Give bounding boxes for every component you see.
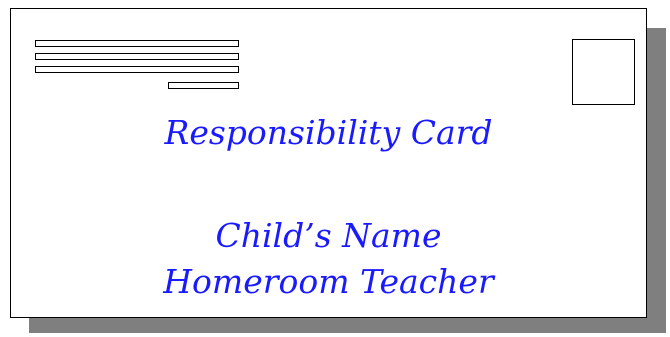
return-address-line [35, 40, 239, 47]
card-title: Responsibility Card [164, 113, 493, 152]
return-address-lines-icon [35, 40, 239, 96]
responsibility-card [10, 8, 647, 318]
return-address-line [35, 66, 239, 73]
return-address-line-short [168, 82, 239, 89]
child-name: Child’s Name [215, 216, 442, 255]
return-address-line [35, 53, 239, 60]
homeroom-teacher: Homeroom Teacher [163, 262, 494, 301]
stamp-placeholder-icon [572, 39, 635, 105]
